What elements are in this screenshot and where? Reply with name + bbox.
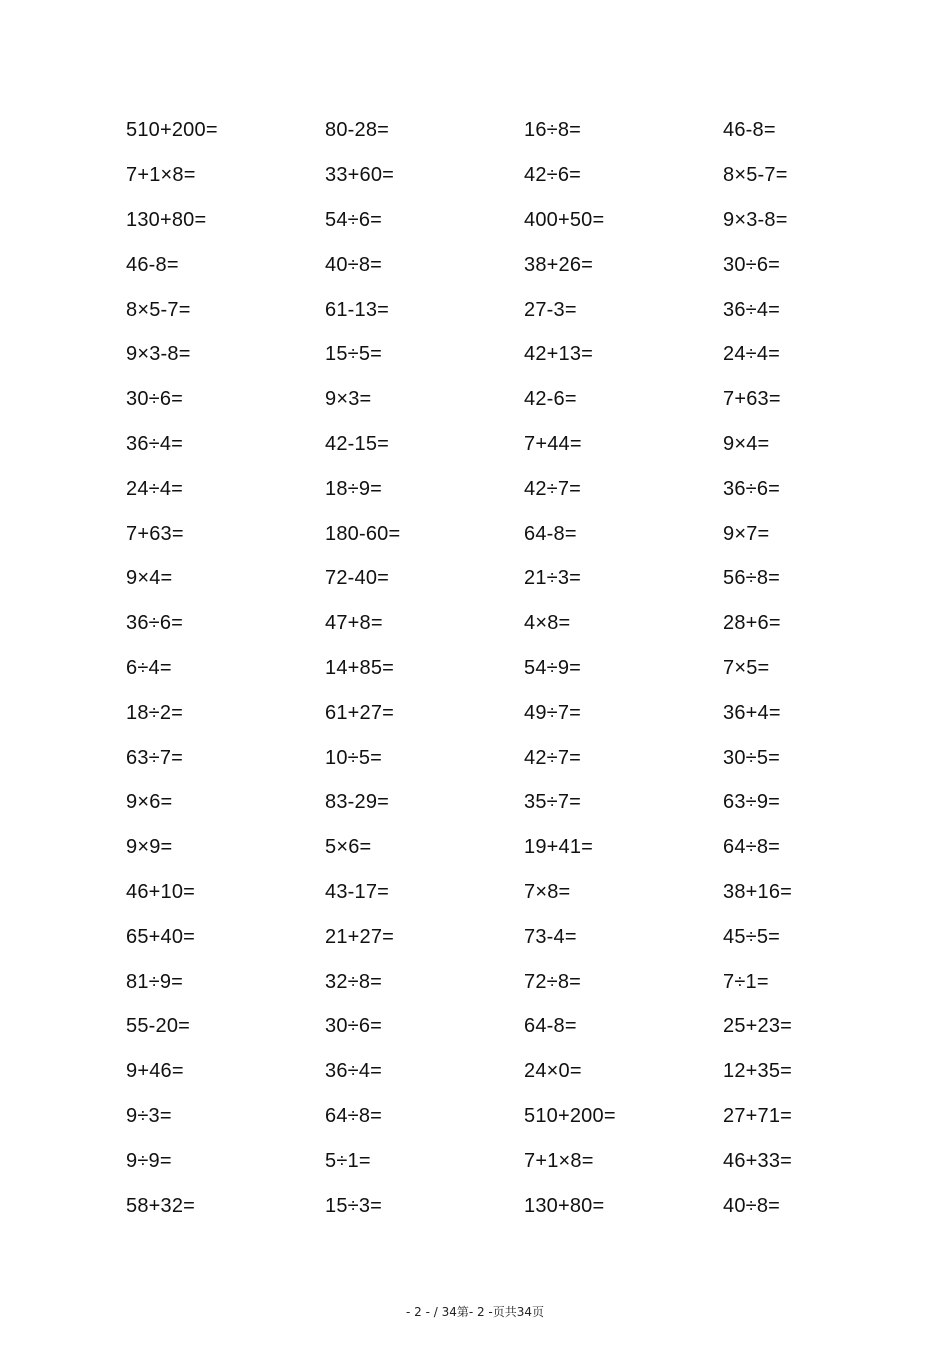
math-problem: 36÷4=: [126, 432, 184, 455]
math-problem: 73-4=: [524, 925, 577, 948]
problem-row: [126, 422, 926, 467]
math-problem: 54÷9=: [524, 656, 582, 679]
math-problem: 16÷8=: [524, 119, 582, 142]
math-problem: 7+63=: [126, 522, 184, 545]
problem-row: [126, 108, 926, 153]
problem-row: [126, 242, 926, 287]
math-problem: 64-8=: [524, 1015, 577, 1038]
math-problem: 36÷4=: [723, 298, 781, 321]
math-problem: 36÷6=: [126, 612, 184, 635]
problem-row: [126, 377, 926, 422]
math-problem: 30÷6=: [723, 253, 781, 276]
math-problem: 35÷7=: [524, 791, 582, 814]
math-problem: 42+13=: [524, 343, 594, 366]
math-problem: 9×7=: [723, 522, 770, 545]
math-problem: 81÷9=: [126, 970, 184, 993]
page-footer: - 2 - / 34第- 2 -页共34页: [405, 1305, 545, 1319]
problem-row: [126, 1004, 926, 1049]
math-problem: 7×8=: [524, 880, 571, 903]
math-problem: 72-40=: [325, 567, 390, 590]
math-problem: 27-3=: [524, 298, 577, 321]
math-problem: 42-15=: [325, 432, 390, 455]
math-problem: 27+71=: [723, 1104, 793, 1127]
math-problem: 61-13=: [325, 298, 390, 321]
problem-row: [126, 1094, 926, 1139]
math-problem: 7÷1=: [723, 970, 769, 993]
math-problem: 9×3=: [325, 388, 372, 411]
problem-row: [126, 735, 926, 780]
math-problem: 8×5-7=: [126, 298, 191, 321]
math-problem: 21÷3=: [524, 567, 582, 590]
problem-row: [126, 511, 926, 556]
math-problem: 14+85=: [325, 656, 395, 679]
math-problem: 6÷4=: [126, 656, 172, 679]
math-problem: 58+32=: [126, 1194, 196, 1217]
math-problem: 36÷6=: [723, 477, 781, 500]
math-problem: 24÷4=: [126, 477, 184, 500]
math-problem: 38+16=: [723, 880, 793, 903]
math-problem: 43-17=: [325, 880, 390, 903]
math-problem: 21+27=: [325, 925, 395, 948]
math-problem: 54÷6=: [325, 208, 383, 231]
math-problem: 9×6=: [126, 791, 173, 814]
problem-row: [126, 646, 926, 691]
problem-row: [126, 287, 926, 332]
problem-row: [126, 466, 926, 511]
math-problem: 32÷8=: [325, 970, 383, 993]
math-problem: 36÷4=: [325, 1060, 383, 1083]
math-problem: 46+33=: [723, 1149, 793, 1172]
math-problem: 8×5-7=: [723, 164, 788, 187]
math-problem: 63÷7=: [126, 746, 184, 769]
math-problem: 56÷8=: [723, 567, 781, 590]
problem-row: [126, 556, 926, 601]
problem-row: [126, 959, 926, 1004]
math-problem: 45÷5=: [723, 925, 781, 948]
problem-row: [126, 198, 926, 243]
math-problem: 63÷9=: [723, 791, 781, 814]
math-problem: 64÷8=: [723, 836, 781, 859]
problem-row: [126, 914, 926, 959]
problem-row: [126, 870, 926, 915]
math-problem: 46-8=: [126, 253, 179, 276]
math-problem: 9÷9=: [126, 1149, 172, 1172]
problem-row: [126, 690, 926, 735]
math-problem: 19+41=: [524, 836, 594, 859]
math-problem: 30÷6=: [325, 1015, 383, 1038]
math-problem: 130+80=: [524, 1194, 605, 1217]
math-problem: 5×6=: [325, 836, 372, 859]
math-problem: 61+27=: [325, 701, 395, 724]
math-problem: 7+44=: [524, 432, 582, 455]
math-problem: 80-28=: [325, 119, 390, 142]
math-problem: 4×8=: [524, 612, 571, 635]
math-problem: 400+50=: [524, 208, 605, 231]
math-problem: 42÷7=: [524, 746, 582, 769]
math-problem: 9×4=: [723, 432, 770, 455]
math-problem: 510+200=: [524, 1104, 616, 1127]
problem-row: [126, 153, 926, 198]
problem-row: [126, 1183, 926, 1228]
math-problem: 40÷8=: [325, 253, 383, 276]
math-problem: 7×5=: [723, 656, 770, 679]
math-problem: 46-8=: [723, 119, 776, 142]
arithmetic-worksheet: [126, 108, 926, 1228]
math-problem: 30÷5=: [723, 746, 781, 769]
problem-row: [126, 601, 926, 646]
math-problem: 46+10=: [126, 880, 196, 903]
math-problem: 40÷8=: [723, 1194, 781, 1217]
math-problem: 9×9=: [126, 836, 173, 859]
math-problem: 7+1×8=: [524, 1149, 594, 1172]
problem-row: [126, 1049, 926, 1094]
math-problem: 24÷4=: [723, 343, 781, 366]
math-problem: 36+4=: [723, 701, 781, 724]
math-problem: 7+1×8=: [126, 164, 196, 187]
math-problem: 9+46=: [126, 1060, 184, 1083]
math-problem: 15÷3=: [325, 1194, 383, 1217]
math-problem: 64÷8=: [325, 1104, 383, 1127]
math-problem: 9×4=: [126, 567, 173, 590]
math-problem: 18÷9=: [325, 477, 383, 500]
math-problem: 42÷7=: [524, 477, 582, 500]
math-problem: 72÷8=: [524, 970, 582, 993]
math-problem: 38+26=: [524, 253, 594, 276]
math-problem: 65+40=: [126, 925, 196, 948]
math-problem: 5÷1=: [325, 1149, 371, 1172]
math-problem: 64-8=: [524, 522, 577, 545]
math-problem: 9÷3=: [126, 1104, 172, 1127]
math-problem: 9×3-8=: [723, 208, 788, 231]
math-problem: 15÷5=: [325, 343, 383, 366]
math-problem: 30÷6=: [126, 388, 184, 411]
math-problem: 130+80=: [126, 208, 207, 231]
problem-row: [126, 780, 926, 825]
math-problem: 9×3-8=: [126, 343, 191, 366]
math-problem: 180-60=: [325, 522, 401, 545]
math-problem: 42÷6=: [524, 164, 582, 187]
math-problem: 25+23=: [723, 1015, 793, 1038]
math-problem: 55-20=: [126, 1015, 191, 1038]
math-problem: 24×0=: [524, 1060, 582, 1083]
math-problem: 18÷2=: [126, 701, 184, 724]
math-problem: 7+63=: [723, 388, 781, 411]
math-problem: 49÷7=: [524, 701, 582, 724]
problem-row: [126, 1138, 926, 1183]
math-problem: 33+60=: [325, 164, 395, 187]
problem-row: [126, 825, 926, 870]
problem-row: [126, 332, 926, 377]
math-problem: 510+200=: [126, 119, 218, 142]
math-problem: 83-29=: [325, 791, 390, 814]
math-problem: 42-6=: [524, 388, 577, 411]
math-problem: 10÷5=: [325, 746, 383, 769]
math-problem: 47+8=: [325, 612, 383, 635]
math-problem: 28+6=: [723, 612, 781, 635]
math-problem: 12+35=: [723, 1060, 793, 1083]
